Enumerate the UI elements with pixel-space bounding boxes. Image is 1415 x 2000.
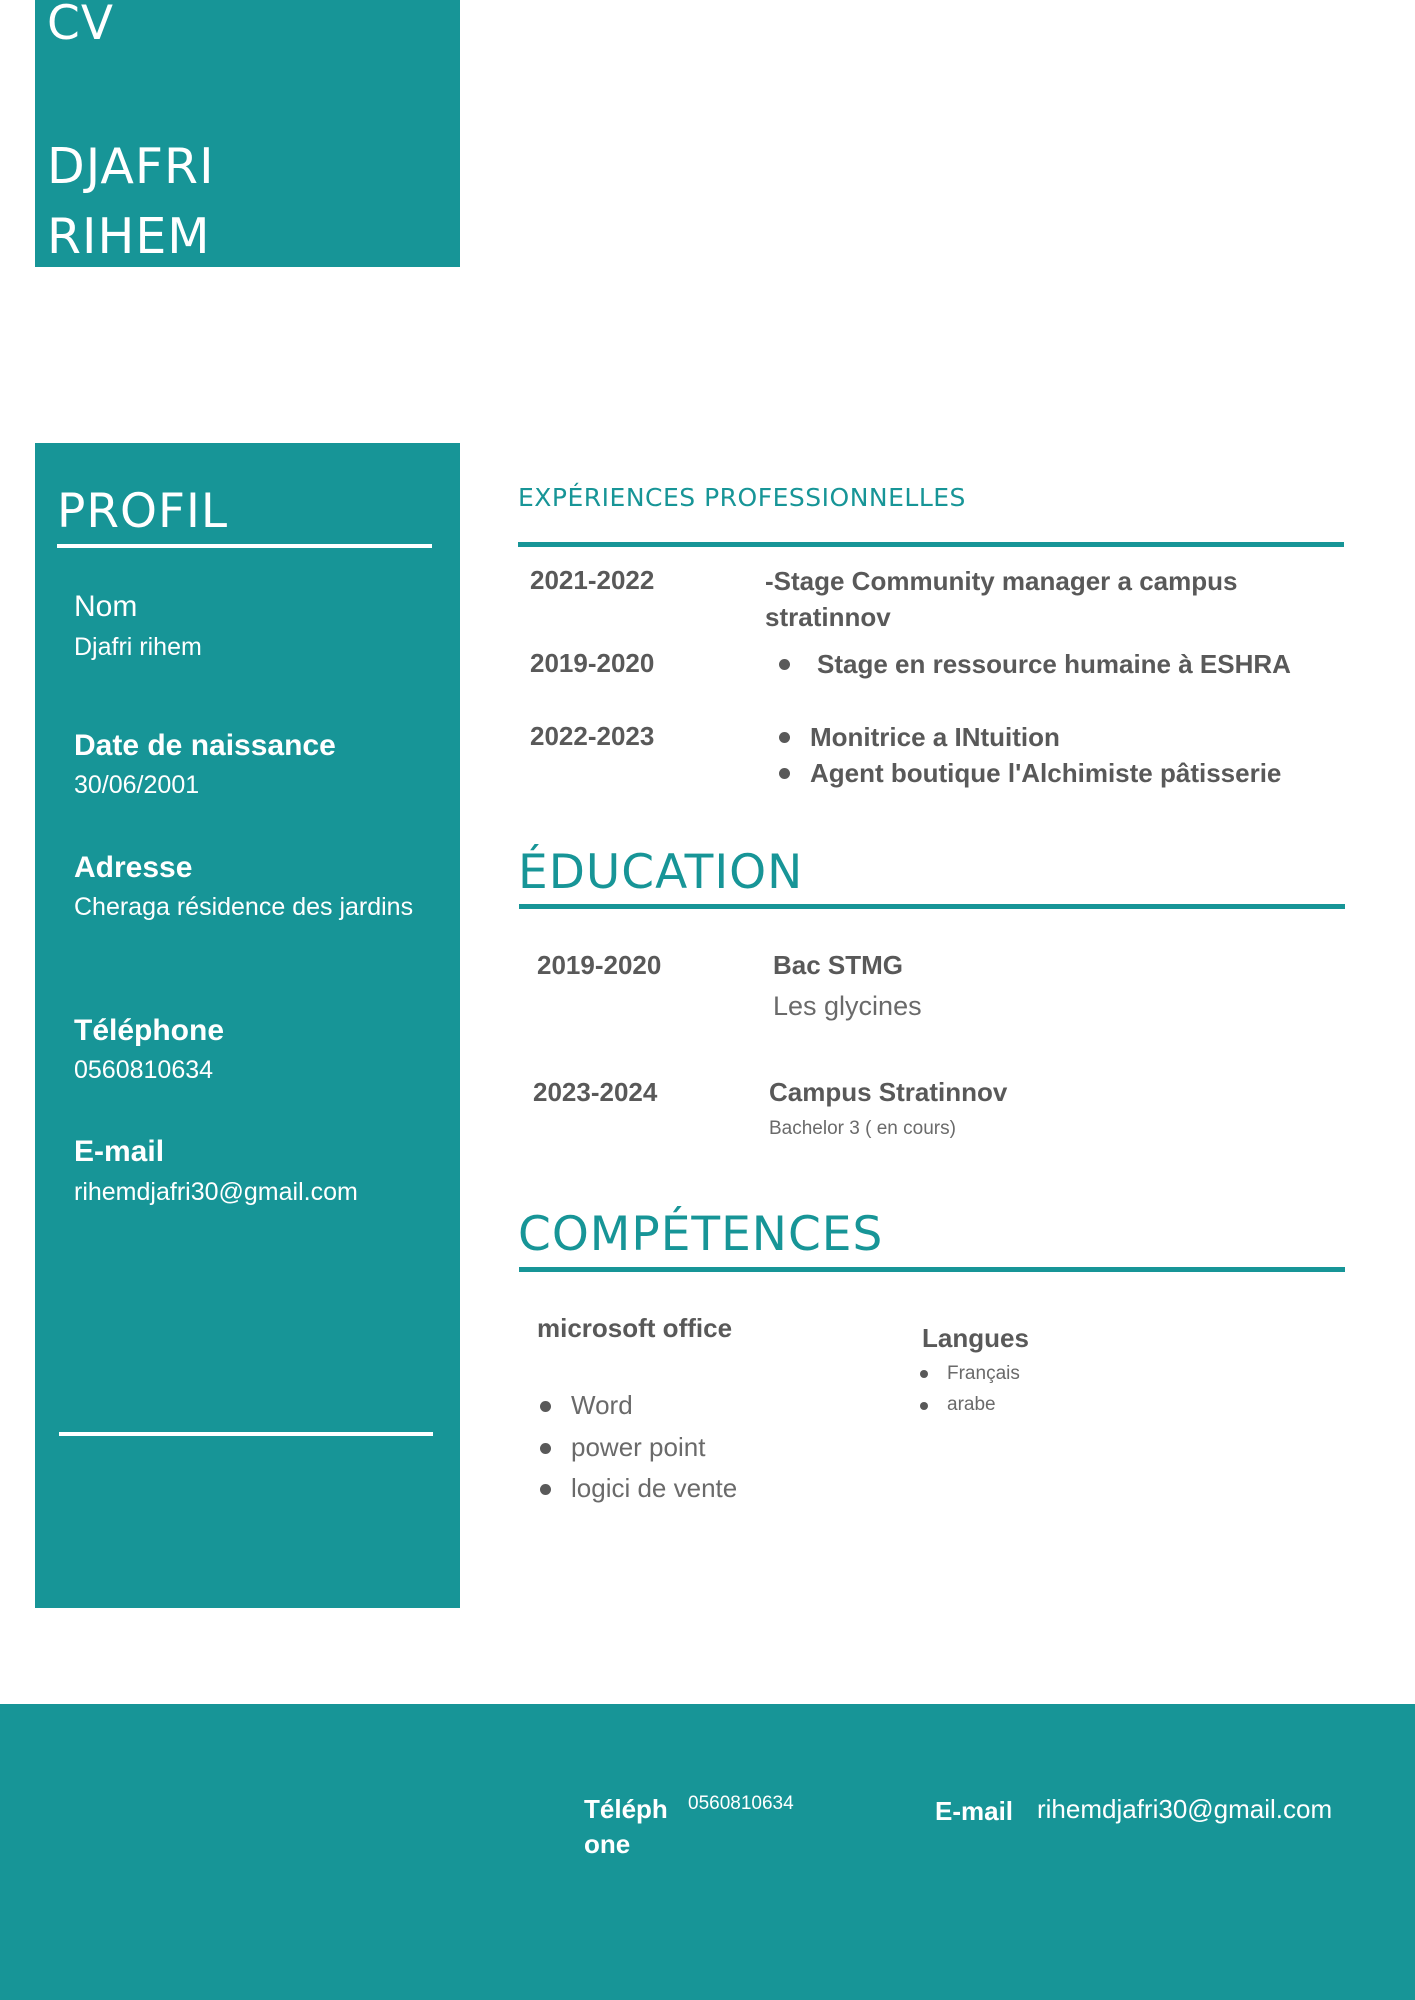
profile-title: PROFIL bbox=[57, 484, 229, 539]
experience-bullet-text: Monitrice a INtuition bbox=[810, 722, 1060, 752]
education-school: Les glycines bbox=[773, 991, 922, 1021]
experience-date: 2022-2023 bbox=[530, 721, 655, 751]
bullet-icon bbox=[920, 1402, 928, 1410]
skills-divider bbox=[519, 1267, 1345, 1272]
phone-label: Téléphone bbox=[74, 1014, 225, 1047]
experience-divider bbox=[518, 542, 1344, 547]
experience-bullet-text: Agent boutique l'Alchimiste pâtisserie bbox=[810, 758, 1282, 788]
footer-email-value: rihemdjafri30@gmail.com bbox=[1037, 1794, 1333, 1824]
education-date: 2023-2024 bbox=[533, 1077, 658, 1107]
experience-description bbox=[765, 563, 1237, 635]
experience-date: 2019-2020 bbox=[530, 648, 655, 678]
languages-title: Langues bbox=[922, 1323, 1029, 1353]
email-value: rihemdjafri30@gmail.com bbox=[74, 1178, 358, 1206]
footer-phone-value: 0560810634 bbox=[688, 1793, 794, 1814]
address-value: Cheraga résidence des jardins bbox=[74, 893, 414, 921]
bullet-icon bbox=[779, 768, 790, 779]
name-label: Nom bbox=[74, 590, 138, 623]
name-second-line: RIHEM bbox=[47, 208, 211, 265]
experience-line: -Stage Community manager a campus bbox=[765, 566, 1238, 596]
education-divider bbox=[519, 904, 1345, 909]
name-first-line: DJAFRI bbox=[47, 138, 215, 195]
education-school: Bachelor 3 ( en cours) bbox=[769, 1118, 956, 1139]
email-label: E-mail bbox=[74, 1135, 165, 1168]
bullet-icon bbox=[540, 1443, 551, 1454]
name-value: Djafri rihem bbox=[74, 633, 202, 661]
skills-title: COMPÉTENCES bbox=[518, 1207, 884, 1262]
bullet-icon bbox=[779, 659, 790, 670]
education-degree: Campus Stratinnov bbox=[769, 1077, 1008, 1107]
experience-title: EXPÉRIENCES PROFESSIONNELLES bbox=[518, 483, 966, 512]
footer-phone-label-line: one bbox=[584, 1829, 631, 1859]
footer-bar bbox=[0, 1704, 1415, 2000]
education-date: 2019-2020 bbox=[537, 950, 662, 980]
language-item: Français bbox=[947, 1363, 1020, 1384]
language-item: arabe bbox=[947, 1394, 996, 1415]
office-skill-item: power point bbox=[571, 1432, 706, 1462]
bullet-icon bbox=[540, 1484, 551, 1495]
experience-line: stratinnov bbox=[765, 602, 891, 632]
office-skill-item: Word bbox=[571, 1390, 633, 1420]
bullet-icon bbox=[540, 1401, 551, 1412]
birth-date-label: Date de naissance bbox=[74, 729, 336, 762]
footer-email-label: E-mail bbox=[935, 1796, 1014, 1826]
office-skill-item: logici de vente bbox=[571, 1473, 738, 1503]
phone-value: 0560810634 bbox=[74, 1056, 214, 1084]
education-title: ÉDUCATION bbox=[518, 845, 804, 900]
experience-bullet-text: Stage en ressource humaine à ESHRA bbox=[817, 649, 1291, 679]
profile-title-divider bbox=[57, 544, 432, 548]
sidebar-bottom-divider bbox=[59, 1432, 433, 1436]
bullet-icon bbox=[920, 1370, 928, 1378]
cv-label: CV bbox=[47, 0, 114, 51]
address-label: Adresse bbox=[74, 851, 193, 884]
footer-phone-label-line: Téléph bbox=[584, 1794, 668, 1824]
education-degree: Bac STMG bbox=[773, 950, 904, 980]
birth-date-value: 30/06/2001 bbox=[74, 771, 200, 799]
office-skills-title: microsoft office bbox=[537, 1313, 733, 1343]
bullet-icon bbox=[779, 732, 790, 743]
footer-phone-label bbox=[584, 1794, 668, 1860]
experience-date: 2021-2022 bbox=[530, 565, 655, 595]
